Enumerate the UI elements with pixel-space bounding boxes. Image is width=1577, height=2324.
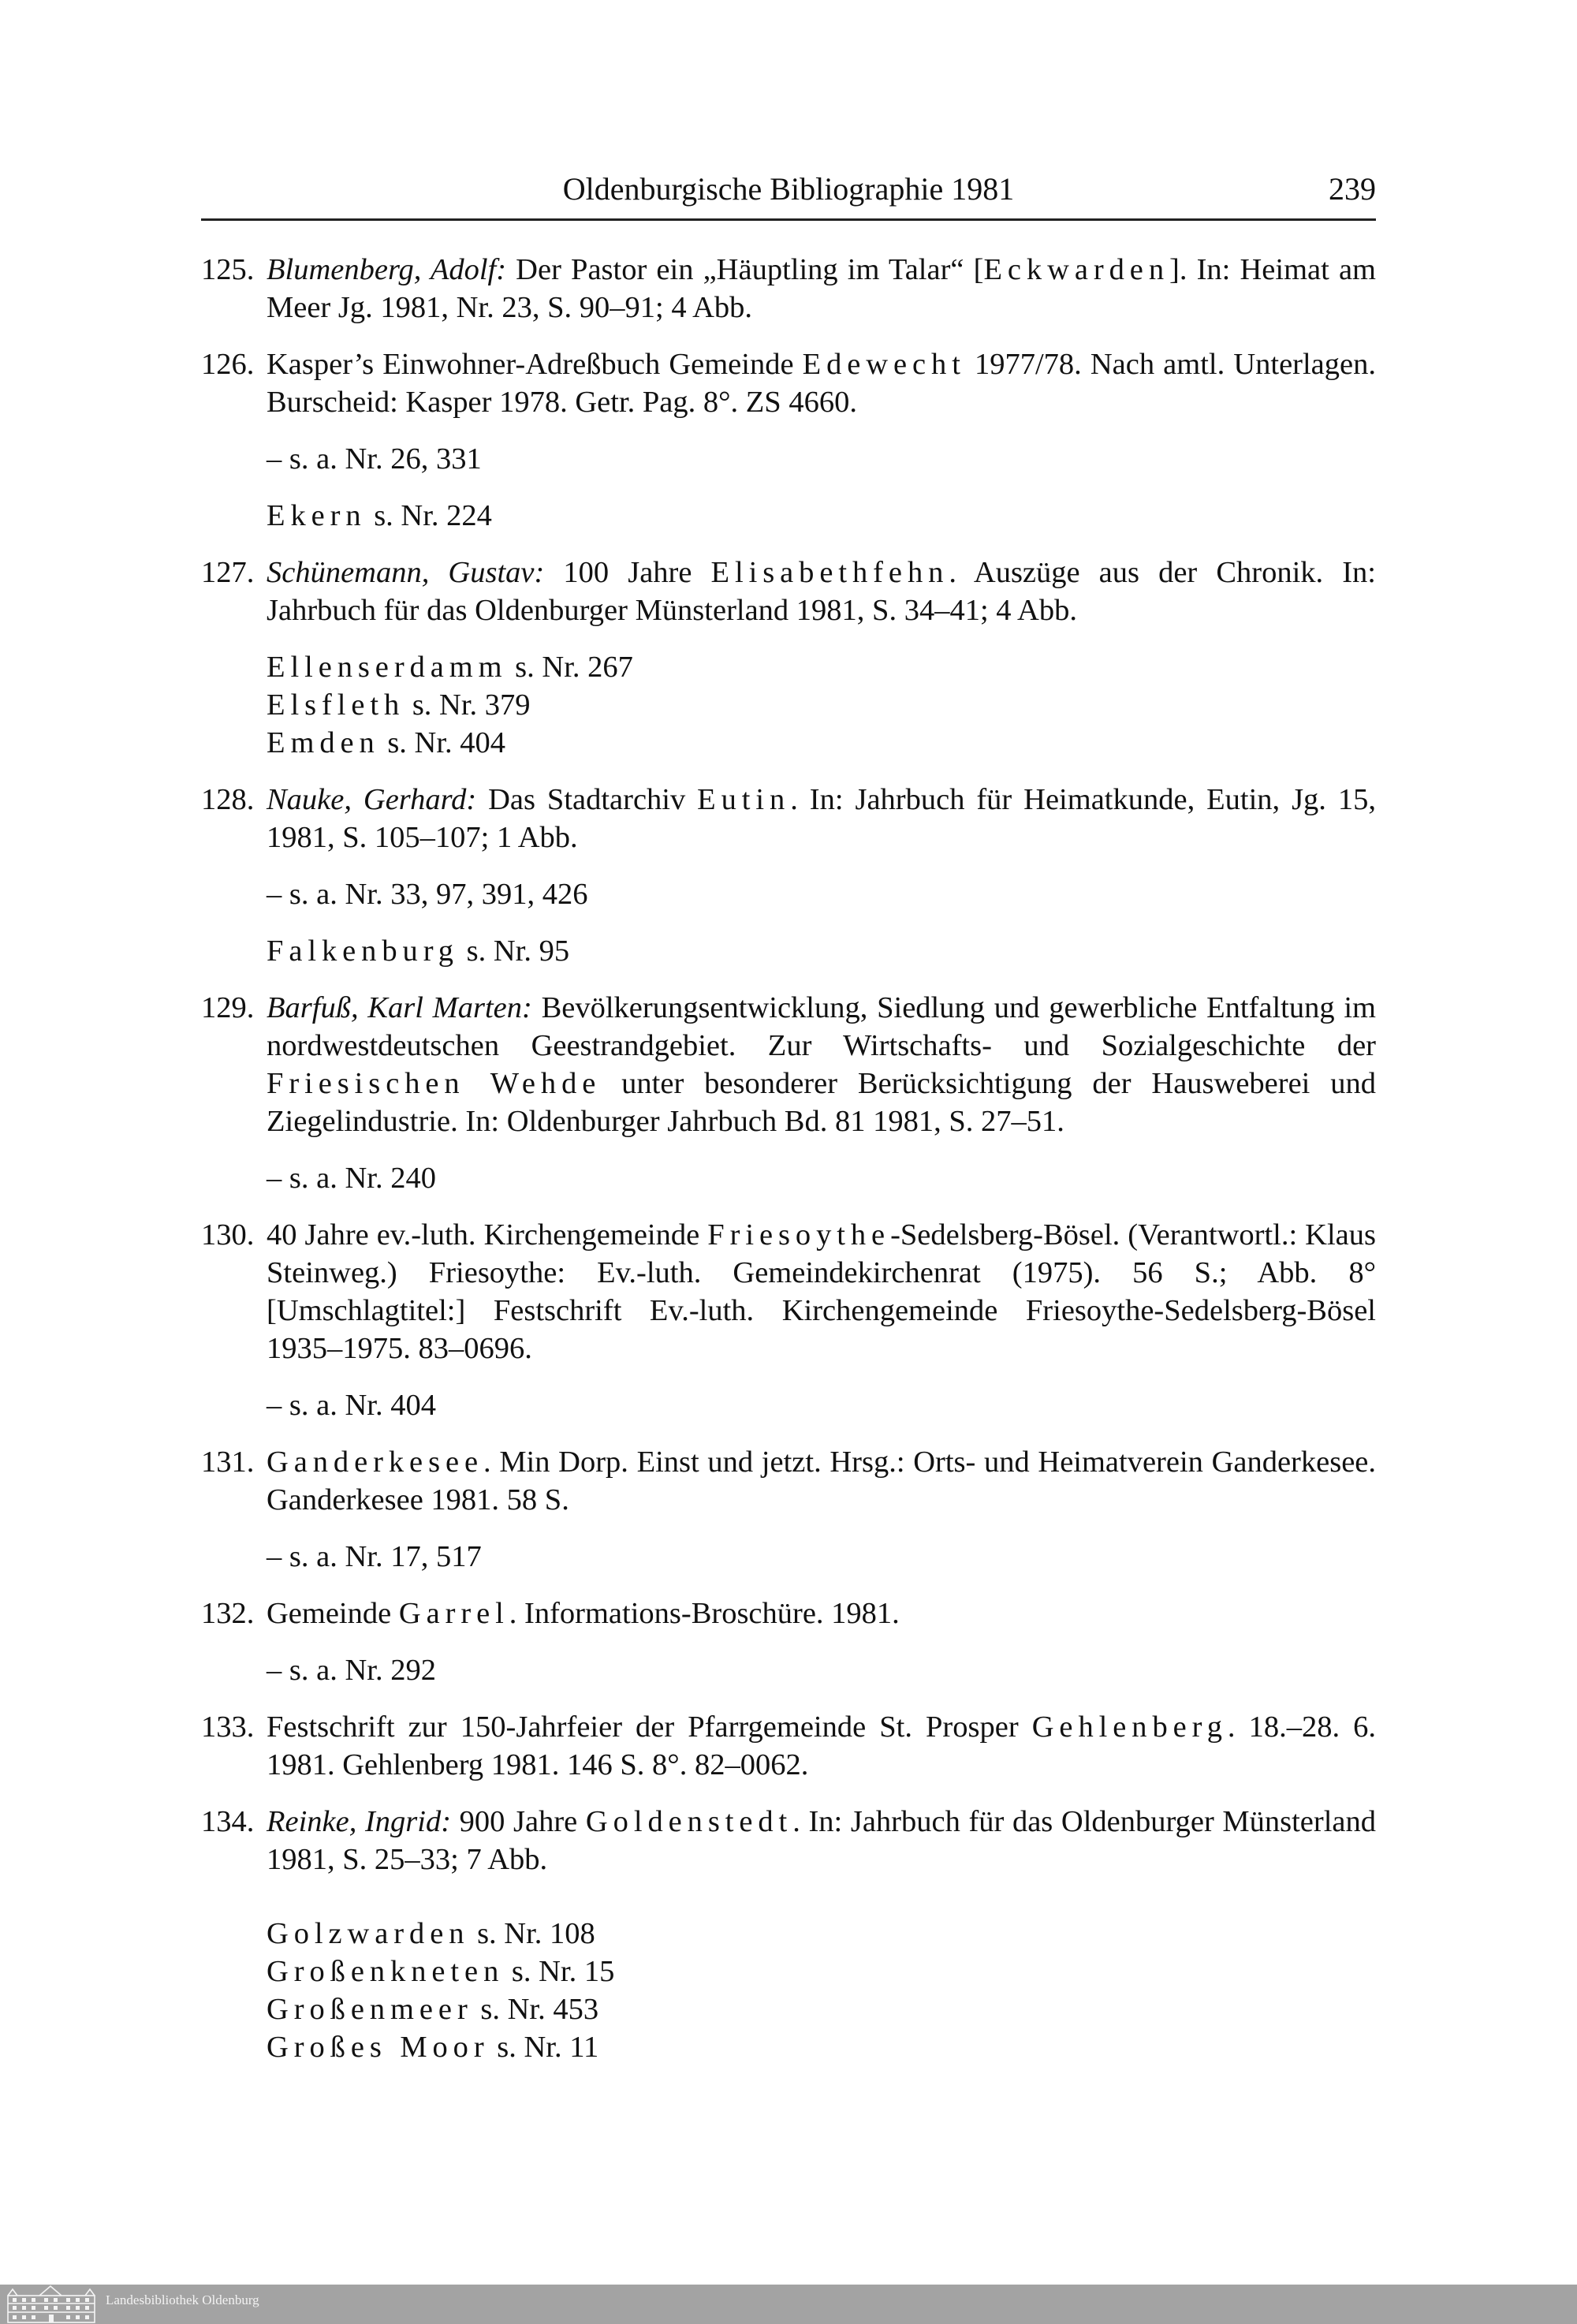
entry-text: . Min Dorp. Einst und jetzt. Hrsg.: Orts- und Heimatverein Ganderkesee. Ganderkesee 1981. 58 S.	[267, 1446, 1376, 1516]
place-name: Friesischen Wehde	[267, 1067, 602, 1100]
place-name: Falkenburg	[267, 934, 459, 968]
entry-text: Gemeinde	[267, 1597, 399, 1630]
spacer	[201, 970, 1376, 989]
reference-number: s. Nr. 267	[515, 651, 633, 684]
see-also-reference: – s. a. Nr. 26, 331	[267, 442, 482, 476]
place-name: Goldenstedt	[585, 1805, 793, 1838]
spacer	[201, 1519, 1376, 1538]
bibliography-body	[201, 251, 1376, 2066]
reference-number: s. Nr. 108	[477, 1917, 595, 1950]
entry-number: 129.	[201, 991, 255, 1024]
entry-number: 130.	[201, 1218, 255, 1252]
bibliography-entry	[201, 251, 1376, 326]
entry-text: Das Stadtarchiv	[476, 783, 698, 816]
bibliography-entry	[201, 554, 1376, 629]
library-name: Landesbibliothek Oldenburg	[106, 2292, 259, 2307]
reference-number: s. Nr. 404	[387, 726, 506, 759]
entry-text: 900 Jahre	[451, 1805, 586, 1838]
place-name: Garrel	[398, 1597, 509, 1630]
entry-text: Kasper’s Einwohner-Adreßbuch Gemeinde	[267, 348, 803, 381]
spacer	[201, 1632, 1376, 1651]
entry-text: 100 Jahre	[544, 556, 711, 589]
bibliography-entry	[201, 1216, 1376, 1367]
place-name: Eckwarden	[983, 253, 1169, 286]
place-name: Friesoythe	[707, 1218, 891, 1252]
spacer	[201, 856, 1376, 875]
place-cross-reference	[201, 648, 1376, 686]
entry-author: Barfuß, Karl Marten:	[267, 991, 532, 1024]
bibliography-entry	[201, 989, 1376, 1140]
entry-number: 126.	[201, 348, 255, 381]
bibliography-entry	[201, 781, 1376, 856]
entry-text: . In: Jahrbuch für Heimatkunde, Eutin, Jg. 15, 1981, S. 105–107; 1 Abb.	[267, 783, 1376, 854]
place-cross-reference	[201, 1915, 1376, 1953]
place-name: Golzwarden	[267, 1917, 470, 1950]
place-name: Elisabethfehn	[710, 556, 949, 589]
entry-text: unter besonderer Berücksichtigung der Hausweberei und Ziegelindustrie. In: Oldenburger Jahrbuch Bd. 81 1981, S. 27–51.	[267, 1067, 1376, 1138]
spacer	[201, 629, 1376, 648]
spacer	[201, 913, 1376, 932]
spacer	[201, 535, 1376, 554]
entry-author: Schünemann, Gustav:	[267, 556, 545, 589]
place-name: Eutin	[697, 783, 791, 816]
entry-text: . 18.–28. 6. 1981. Gehlenberg 1981. 146 S. 8°. 82–0062.	[267, 1710, 1376, 1781]
entry-text: Bevölkerungsentwicklung, Siedlung und gewerbliche Entfaltung im nordwestdeutschen Geestrandgebiet. Zur Wirtschafts- und Sozialgeschichte der	[267, 991, 1376, 1062]
entry-text: Festschrift zur 150-Jahrfeier der Pfarrgemeinde St. Prosper	[267, 1710, 1032, 1744]
spacer	[201, 1424, 1376, 1443]
place-cross-reference	[201, 686, 1376, 724]
place-name: Ellenserdamm	[267, 651, 508, 684]
entry-number: 128.	[201, 783, 255, 816]
see-also-reference: – s. a. Nr. 240	[267, 1162, 436, 1195]
spacer	[201, 421, 1376, 440]
reference-number: s. Nr. 453	[480, 1993, 599, 2026]
reference-number: s. Nr. 379	[412, 688, 531, 722]
place-cross-reference	[201, 724, 1376, 762]
place-cross-reference	[201, 1953, 1376, 1990]
entry-author: Reinke, Ingrid:	[267, 1805, 452, 1838]
see-also-reference: – s. a. Nr. 292	[267, 1654, 436, 1687]
place-cross-reference	[201, 1990, 1376, 2028]
place-cross-reference	[201, 932, 1376, 970]
place-name: Emden	[267, 726, 380, 759]
see-also-reference: – s. a. Nr. 404	[267, 1389, 436, 1422]
reference-number: s. Nr. 95	[466, 934, 570, 968]
bibliography-entry	[201, 1443, 1376, 1519]
spacer	[201, 1878, 1376, 1915]
reference-number: s. Nr. 224	[374, 499, 492, 532]
bibliography-entry	[201, 1803, 1376, 1878]
entry-text: 40 Jahre ev.-luth. Kirchengemeinde	[267, 1218, 708, 1252]
spacer	[201, 326, 1376, 345]
header-rule	[201, 218, 1376, 221]
entry-number: 125.	[201, 253, 255, 286]
place-cross-reference	[201, 2028, 1376, 2066]
spacer	[201, 1197, 1376, 1216]
entry-number: 134.	[201, 1805, 255, 1838]
spacer	[201, 1689, 1376, 1708]
entry-text: -Sedelsberg-Bösel. (Verantwortl.: Klaus Steinweg.) Friesoythe: Ev.-luth. Gemeindekirchenrat (1975). 56 S.; Abb. 8° [Umschlagtitel:] Festschrift Ev.-luth. Kirchengemeinde Friesoythe-Sedelsberg-Bösel 1935–1975. 83–0696.	[267, 1218, 1377, 1365]
reference-number: s. Nr. 11	[497, 2031, 599, 2064]
entry-text: . Informations-Broschüre. 1981.	[509, 1597, 900, 1630]
spacer	[201, 478, 1376, 497]
entry-number: 131.	[201, 1446, 255, 1479]
spacer	[201, 1367, 1376, 1386]
entry-text: Der Pastor ein „Häuptling im Talar“ [	[506, 253, 984, 286]
spacer	[201, 762, 1376, 781]
entry-number: 127.	[201, 556, 255, 589]
entry-number: 132.	[201, 1597, 255, 1630]
place-name: Elsfleth	[267, 688, 405, 722]
entry-text: ]. In: Heimat am Meer Jg. 1981, Nr. 23, S. 90–91; 4 Abb.	[267, 253, 1376, 324]
see-also-reference: – s. a. Nr. 17, 517	[267, 1540, 482, 1573]
running-head	[201, 167, 1376, 211]
reference-number: s. Nr. 15	[511, 1955, 615, 1988]
footer-bar	[0, 2285, 1577, 2324]
entry-text: . In: Jahrbuch für das Oldenburger Münsterland 1981, S. 25–33; 7 Abb.	[267, 1805, 1376, 1876]
entry-text: . Auszüge aus der Chronik. In: Jahrbuch für das Oldenburger Münsterland 1981, S. 34–41; 4 Abb.	[267, 556, 1376, 627]
place-name: Gehlenberg	[1031, 1710, 1228, 1744]
library-building-icon	[5, 2285, 98, 2324]
spacer	[201, 1784, 1376, 1803]
see-also-reference: – s. a. Nr. 33, 97, 391, 426	[267, 878, 588, 911]
place-name: Ekern	[267, 499, 367, 532]
place-name: Edewecht	[802, 348, 966, 381]
entry-author: Nauke, Gerhard:	[267, 783, 477, 816]
spacer	[201, 1576, 1376, 1595]
entry-text: 1977/78. Nach amtl. Unterlagen. Burscheid: Kasper 1978. Getr. Pag. 8°. ZS 4660.	[267, 348, 1376, 419]
place-name: Großes Moor	[267, 2031, 490, 2064]
bibliography-entry	[201, 1708, 1376, 1784]
place-name: Großenmeer	[267, 1993, 473, 2026]
place-name: Großenkneten	[267, 1955, 505, 1988]
entry-author: Blumenberg, Adolf:	[267, 253, 507, 286]
place-cross-reference	[201, 497, 1376, 535]
place-name: Ganderkesee	[267, 1446, 484, 1479]
bibliography-entry	[201, 1595, 1376, 1632]
running-title: Oldenburgische Bibliographie 1981	[562, 171, 1015, 207]
bibliography-entry	[201, 345, 1376, 421]
spacer	[201, 1140, 1376, 1159]
entry-number: 133.	[201, 1710, 255, 1744]
page-number: 239	[1329, 171, 1376, 207]
